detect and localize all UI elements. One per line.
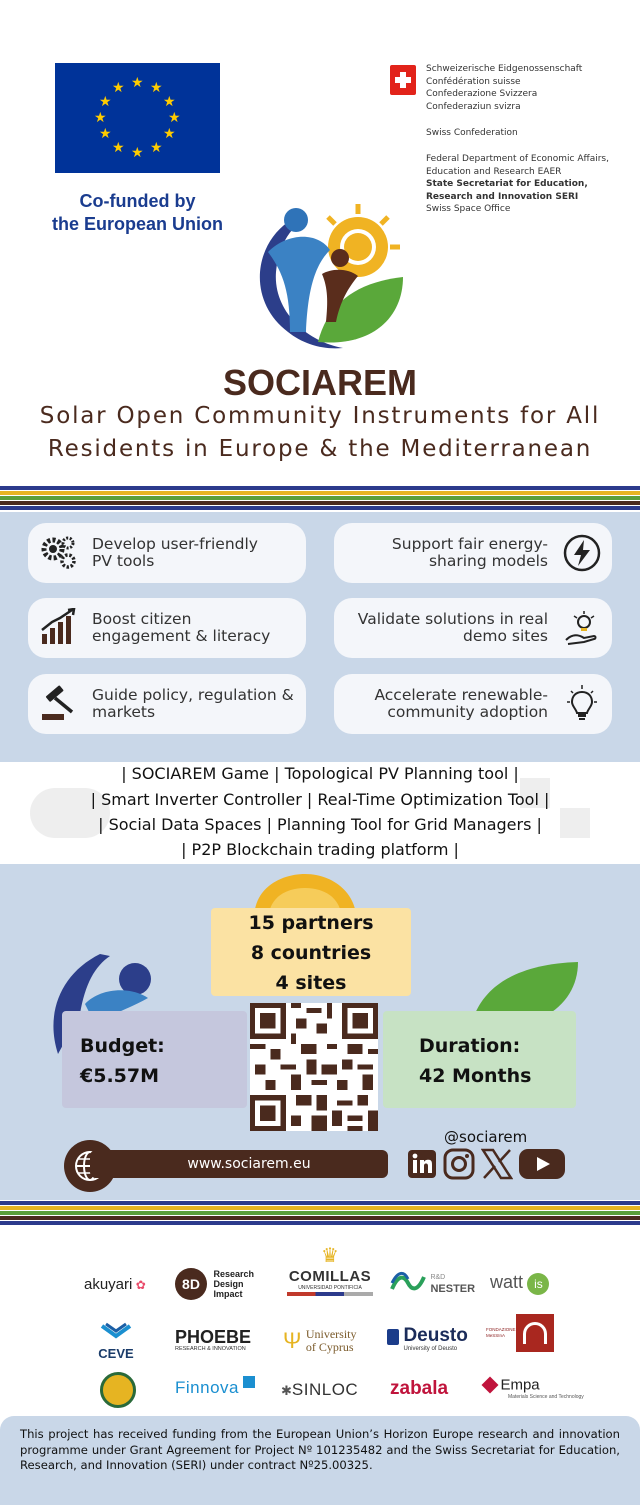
gavel-icon — [38, 684, 78, 724]
ceve-chevron-icon — [98, 1322, 134, 1342]
duration-value: 42 Months — [419, 1065, 532, 1087]
logo-comillas: ♛ COMILLAS UNIVERSIDAD PONTIFICIA — [287, 1244, 373, 1296]
duration-box — [383, 1011, 576, 1108]
partners-count: 15 partners — [248, 912, 374, 934]
eu-cofunded-text — [30, 190, 245, 236]
duration-label: Duration: — [419, 1035, 521, 1057]
partners-box — [211, 908, 411, 996]
tools-section — [0, 762, 640, 864]
lightbulb-icon — [562, 684, 602, 724]
feature-text: Boost citizen engagement & literacy — [92, 610, 271, 645]
eu-text-line1: Co-funded by — [79, 191, 196, 211]
logo-empa: Empa Materials Science and Technology — [484, 1376, 584, 1400]
key-facts-section — [0, 864, 640, 1200]
logo-zabala: zabala — [390, 1378, 449, 1399]
tools-line3: | Social Data Spaces | Planning Tool for Grid Managers | — [98, 815, 542, 834]
logo-phoebe: PHOEBE RESEARCH & INNOVATION — [175, 1327, 252, 1352]
growth-chart-icon — [38, 608, 78, 648]
feature-card-renewable-adoption — [334, 674, 612, 734]
youtube-icon[interactable] — [518, 1148, 566, 1180]
funding-disclaimer: This project has received funding from the European Union’s Horizon Europe research and innovation programme under Grant Agreement for Project Nº 101235482 and the Swiss Secretariat for Education, Research, and Innovation (SERI) under contract Nº25.00325. — [0, 1416, 640, 1505]
logo-wattis: watt is — [490, 1272, 549, 1295]
nester-wave-icon — [390, 1271, 426, 1293]
project-subtitle — [0, 400, 640, 466]
lightning-icon — [562, 533, 602, 573]
feature-card-pv-tools — [28, 523, 306, 583]
swiss-line-rm: Confederaziun svizra — [426, 101, 521, 112]
feature-text: Accelerate renewable- community adoption — [374, 686, 548, 721]
linkedin-icon[interactable] — [407, 1148, 437, 1180]
swiss-line-fr: Confédération suisse — [426, 76, 521, 87]
logo-rdi: 8D Research Design Impact — [175, 1268, 254, 1300]
logo-sinloc: ✱SINLOC — [281, 1380, 359, 1399]
logo-cyprus: Ψ University of Cyprus — [283, 1327, 357, 1354]
swiss-space-office: Swiss Space Office — [426, 204, 511, 214]
logo-nester: R&D NESTER — [390, 1270, 475, 1294]
feature-card-citizen-engagement — [28, 598, 306, 658]
feature-text: Guide policy, regulation & markets — [92, 686, 294, 721]
feature-card-policy — [28, 674, 306, 734]
eu-text-line2: the European Union — [52, 214, 223, 234]
social-handle: @sociarem — [444, 1128, 528, 1146]
subtitle-line1: Solar Open Community Instruments for All — [39, 403, 601, 429]
sites-count: 4 sites — [275, 972, 347, 994]
feature-text: Develop user-friendly PV tools — [92, 535, 258, 570]
swiss-confederation-label: Swiss Confederation — [426, 128, 518, 138]
swiss-dept-line1: Federal Department of Economic Affairs, — [426, 154, 609, 164]
tools-line1: | SOCIAREM Game | Topological PV Planning tool | — [121, 764, 519, 783]
x-icon[interactable] — [481, 1148, 513, 1180]
instagram-icon[interactable] — [443, 1148, 475, 1180]
swiss-line-it: Confederazione Svizzera — [426, 89, 538, 99]
logo-deusto: Deusto University of Deusto — [387, 1326, 468, 1352]
countries-count: 8 countries — [250, 942, 372, 964]
swiss-seri-line2: Research and Innovation SERI — [426, 191, 579, 202]
feature-card-energy-sharing — [334, 523, 612, 583]
swiss-dept-line2: Education and Research EAER — [426, 166, 562, 177]
budget-label: Budget: — [80, 1035, 165, 1057]
budget-value: €5.57M — [80, 1065, 160, 1087]
hand-lightbulb-icon — [562, 608, 602, 648]
budget-box — [62, 1011, 247, 1108]
tools-line2: | Smart Inverter Controller | Real-Time Optimization Tool | — [90, 790, 550, 809]
qr-code[interactable] — [250, 1002, 378, 1132]
feature-text: Support fair energy- sharing models — [391, 535, 548, 570]
partner-logos — [0, 1232, 640, 1414]
swiss-seri-line1: State Secretariat for Education, — [426, 179, 588, 189]
decorative-stripes-top — [0, 486, 640, 512]
eu-flag: ★ ★ ★ ★ ★ ★ ★ ★ ★ ★ ★ ★ — [55, 63, 220, 173]
subtitle-line2: Residents in Europe & the Mediterranean — [47, 436, 593, 462]
objectives-section — [0, 512, 640, 762]
sociarem-logo — [248, 192, 408, 352]
feature-card-demo-sites — [334, 598, 612, 658]
swiss-line-de: Schweizerische Eidgenossenschaft — [426, 64, 583, 74]
gears-icon — [38, 533, 78, 573]
logo-messina: FONDAZIONE MeSSInA — [486, 1314, 554, 1352]
decorative-stripes-bottom — [0, 1201, 640, 1227]
website-link[interactable]: www.sociarem.eu — [90, 1150, 388, 1178]
logo-finnova: Finnova — [175, 1378, 255, 1398]
logo-emblem — [100, 1372, 136, 1408]
logo-ceve: CEVE — [96, 1322, 136, 1360]
feature-text: Validate solutions in real demo sites — [357, 610, 548, 645]
swiss-flag-icon — [390, 65, 416, 95]
tools-line4: | P2P Blockchain trading platform | — [181, 840, 459, 859]
logo-akuyari: akuyari ✿ — [84, 1276, 146, 1293]
brand-title: SOCIAREM — [222, 362, 417, 403]
